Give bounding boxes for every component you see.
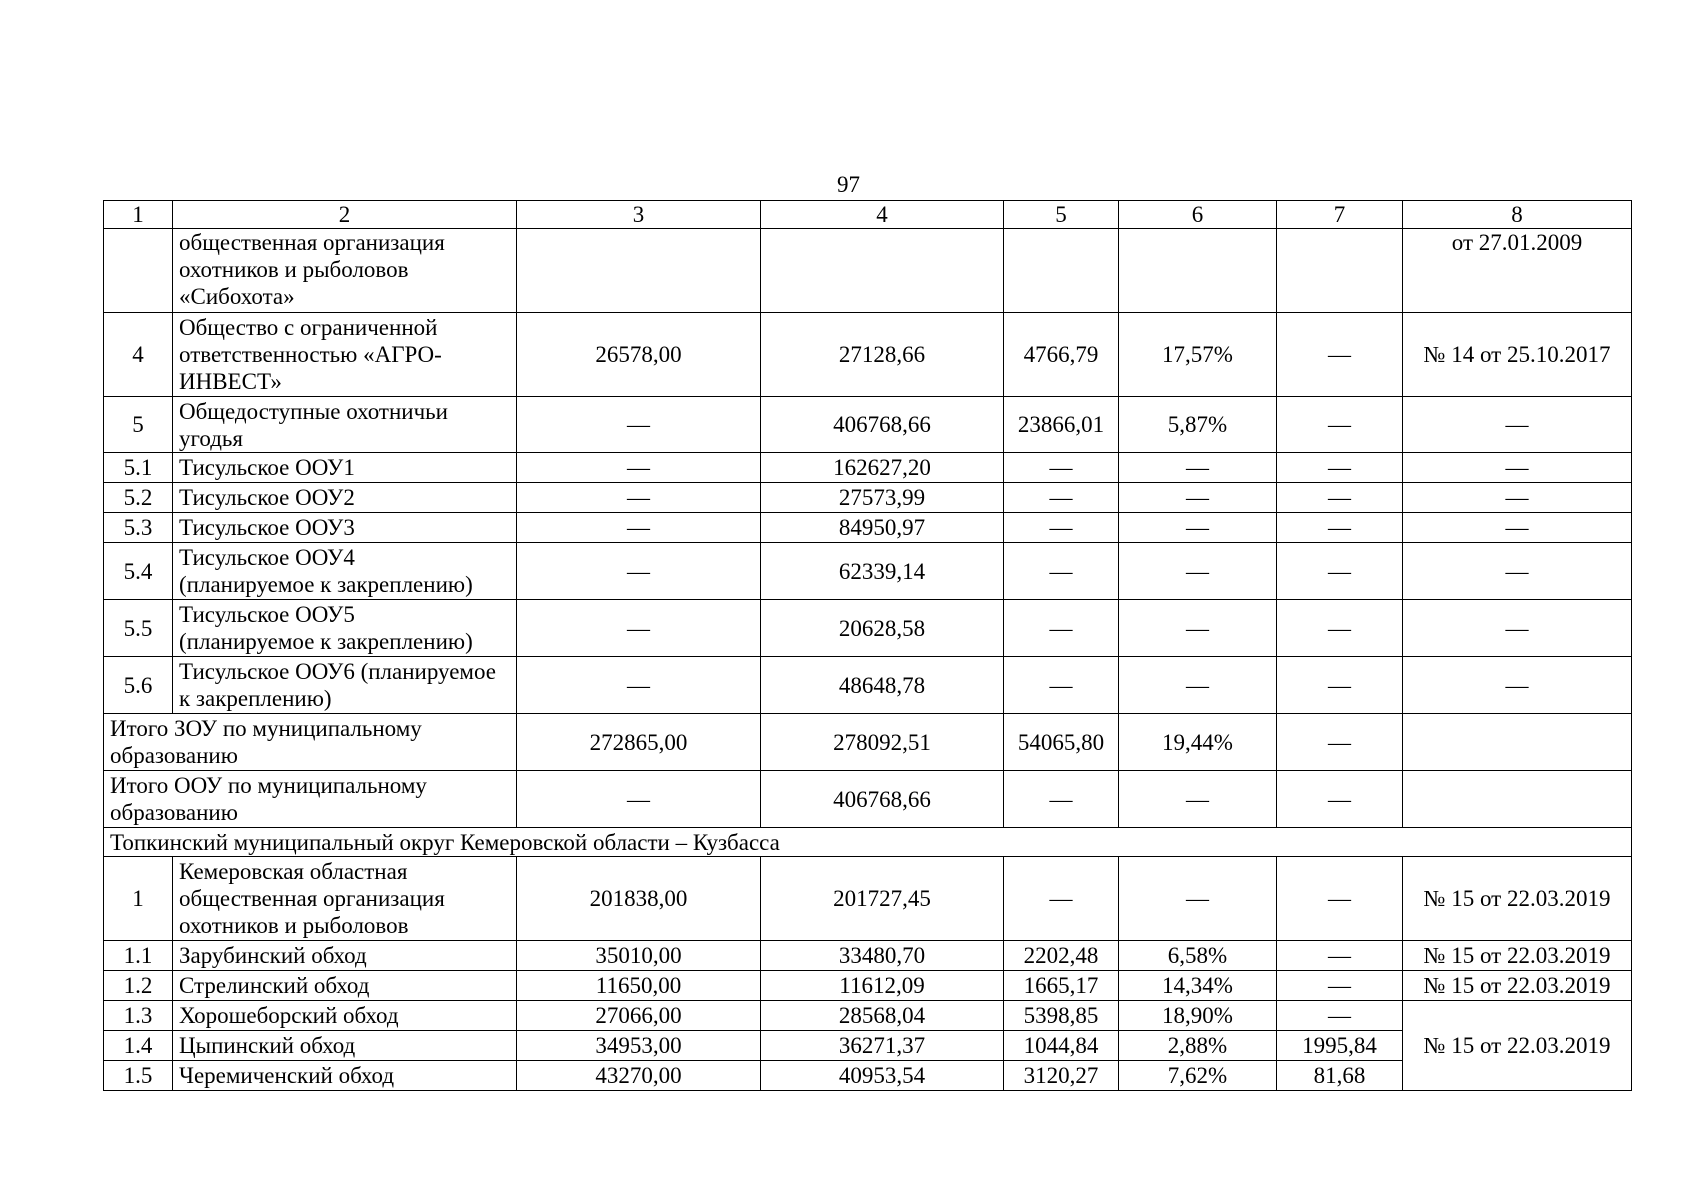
table-row bbox=[104, 513, 1632, 543]
cell-doc: № 15 от 22.03.2019 bbox=[1403, 941, 1632, 971]
cell: — bbox=[1277, 714, 1403, 771]
header-cell: 6 bbox=[1119, 201, 1277, 229]
cell: — bbox=[1119, 771, 1277, 828]
cell: — bbox=[1119, 543, 1277, 600]
cell: — bbox=[1277, 513, 1403, 543]
table-row bbox=[104, 483, 1632, 513]
cell: — bbox=[1277, 483, 1403, 513]
table-row bbox=[104, 229, 1632, 313]
cell bbox=[1004, 229, 1119, 313]
row-name: Черемиченский обход bbox=[173, 1061, 517, 1091]
cell-doc: № 15 от 22.03.2019 bbox=[1403, 971, 1632, 1001]
cell: — bbox=[1277, 657, 1403, 714]
row-number: 5.4 bbox=[104, 543, 173, 600]
table-row bbox=[104, 971, 1632, 1001]
cell: 2,88% bbox=[1119, 1031, 1277, 1061]
cell: — bbox=[1277, 971, 1403, 1001]
cell: 5,87% bbox=[1119, 397, 1277, 453]
cell-date: от 27.01.2009 bbox=[1403, 229, 1632, 313]
cell: 20628,58 bbox=[761, 600, 1004, 657]
cell: — bbox=[1403, 657, 1632, 714]
cell: 84950,97 bbox=[761, 513, 1004, 543]
cell: 201838,00 bbox=[517, 857, 761, 941]
table-row bbox=[104, 600, 1632, 657]
cell: 272865,00 bbox=[517, 714, 761, 771]
table-row bbox=[104, 1061, 1632, 1091]
cell: 201727,45 bbox=[761, 857, 1004, 941]
cell: — bbox=[1119, 657, 1277, 714]
cell: — bbox=[1004, 543, 1119, 600]
cell: 278092,51 bbox=[761, 714, 1004, 771]
cell: 14,34% bbox=[1119, 971, 1277, 1001]
cell: — bbox=[1004, 453, 1119, 483]
cell: 43270,00 bbox=[517, 1061, 761, 1091]
cell: 11650,00 bbox=[517, 971, 761, 1001]
cell: — bbox=[1403, 483, 1632, 513]
cell: 17,57% bbox=[1119, 313, 1277, 397]
cell: — bbox=[517, 453, 761, 483]
row-number: 1 bbox=[104, 857, 173, 941]
row-number: 1.1 bbox=[104, 941, 173, 971]
cell: — bbox=[1119, 453, 1277, 483]
cell: 40953,54 bbox=[761, 1061, 1004, 1091]
row-name: Тисульское ООУ2 bbox=[173, 483, 517, 513]
row-name: Стрелинский обход bbox=[173, 971, 517, 1001]
table-row bbox=[104, 657, 1632, 714]
row-number: 5.6 bbox=[104, 657, 173, 714]
cell: — bbox=[1119, 513, 1277, 543]
cell bbox=[1403, 771, 1632, 828]
row-number bbox=[104, 229, 173, 313]
cell: 3120,27 bbox=[1004, 1061, 1119, 1091]
cell: 27128,66 bbox=[761, 313, 1004, 397]
cell: 406768,66 bbox=[761, 771, 1004, 828]
cell: — bbox=[1277, 857, 1403, 941]
data-table bbox=[103, 200, 1632, 1091]
table-row bbox=[104, 313, 1632, 397]
cell: — bbox=[1277, 543, 1403, 600]
cell bbox=[1277, 229, 1403, 313]
cell: — bbox=[1277, 453, 1403, 483]
row-name: Кемеровская областная общественная организация охотников и рыболовов bbox=[173, 857, 517, 941]
cell: 27066,00 bbox=[517, 1001, 761, 1031]
cell: — bbox=[1004, 600, 1119, 657]
cell: 81,68 bbox=[1277, 1061, 1403, 1091]
cell: 1044,84 bbox=[1004, 1031, 1119, 1061]
row-name: Общедоступные охотничьи угодья bbox=[173, 397, 517, 453]
cell: — bbox=[517, 657, 761, 714]
cell: — bbox=[1004, 657, 1119, 714]
cell: — bbox=[1277, 600, 1403, 657]
row-name: Тисульское ООУ1 bbox=[173, 453, 517, 483]
table-row bbox=[104, 453, 1632, 483]
header-cell: 7 bbox=[1277, 201, 1403, 229]
cell: 11612,09 bbox=[761, 971, 1004, 1001]
header-cell: 8 bbox=[1403, 201, 1632, 229]
section-title: Топкинский муниципальный округ Кемеровской области – Кузбасса bbox=[104, 828, 1632, 857]
cell: — bbox=[1403, 513, 1632, 543]
cell: — bbox=[517, 397, 761, 453]
header-row bbox=[104, 201, 1632, 229]
total-row bbox=[104, 771, 1632, 828]
row-name: Тисульское ООУ5 (планируемое к закреплению) bbox=[173, 600, 517, 657]
cell: — bbox=[1403, 543, 1632, 600]
table-row bbox=[104, 543, 1632, 600]
cell: — bbox=[1004, 771, 1119, 828]
header-cell: 2 bbox=[173, 201, 517, 229]
total-label: Итого ООУ по муниципальному образованию bbox=[104, 771, 517, 828]
cell: — bbox=[1403, 453, 1632, 483]
section-row bbox=[104, 828, 1632, 857]
row-name: Общество с ограниченной ответственностью «АГРО- ИНВЕСТ» bbox=[173, 313, 517, 397]
cell: — bbox=[1004, 483, 1119, 513]
cell: 1665,17 bbox=[1004, 971, 1119, 1001]
cell: — bbox=[517, 600, 761, 657]
row-name: Хорошеборский обход bbox=[173, 1001, 517, 1031]
cell: 2202,48 bbox=[1004, 941, 1119, 971]
cell: 35010,00 bbox=[517, 941, 761, 971]
row-number: 5.3 bbox=[104, 513, 173, 543]
cell: 26578,00 bbox=[517, 313, 761, 397]
row-name: Тисульское ООУ4 (планируемое к закреплению) bbox=[173, 543, 517, 600]
row-number: 5 bbox=[104, 397, 173, 453]
cell: — bbox=[1403, 600, 1632, 657]
cell: — bbox=[1403, 397, 1632, 453]
table-row bbox=[104, 857, 1632, 941]
total-label: Итого ЗОУ по муниципальному образованию bbox=[104, 714, 517, 771]
cell: 406768,66 bbox=[761, 397, 1004, 453]
cell: 23866,01 bbox=[1004, 397, 1119, 453]
cell: — bbox=[517, 771, 761, 828]
cell: 19,44% bbox=[1119, 714, 1277, 771]
cell: — bbox=[1119, 600, 1277, 657]
row-number: 1.4 bbox=[104, 1031, 173, 1061]
cell: 27573,99 bbox=[761, 483, 1004, 513]
cell: 1995,84 bbox=[1277, 1031, 1403, 1061]
cell bbox=[1403, 714, 1632, 771]
cell: — bbox=[1277, 771, 1403, 828]
cell: — bbox=[517, 543, 761, 600]
header-cell: 3 bbox=[517, 201, 761, 229]
cell: — bbox=[1004, 857, 1119, 941]
row-number: 5.5 bbox=[104, 600, 173, 657]
cell: — bbox=[517, 513, 761, 543]
table-row bbox=[104, 1031, 1632, 1061]
header-cell: 4 bbox=[761, 201, 1004, 229]
page-number: 97 bbox=[837, 172, 860, 197]
cell-doc: № 14 от 25.10.2017 bbox=[1403, 313, 1632, 397]
row-name: Зарубинский обход bbox=[173, 941, 517, 971]
cell bbox=[761, 229, 1004, 313]
cell: 34953,00 bbox=[517, 1031, 761, 1061]
cell: — bbox=[517, 483, 761, 513]
cell: 33480,70 bbox=[761, 941, 1004, 971]
cell: — bbox=[1277, 397, 1403, 453]
cell: 162627,20 bbox=[761, 453, 1004, 483]
row-name: Цыпинский обход bbox=[173, 1031, 517, 1061]
cell: 5398,85 bbox=[1004, 1001, 1119, 1031]
cell: 28568,04 bbox=[761, 1001, 1004, 1031]
cell: 48648,78 bbox=[761, 657, 1004, 714]
header-cell: 5 bbox=[1004, 201, 1119, 229]
cell: 7,62% bbox=[1119, 1061, 1277, 1091]
cell: 54065,80 bbox=[1004, 714, 1119, 771]
cell: — bbox=[1277, 313, 1403, 397]
row-number: 1.3 bbox=[104, 1001, 173, 1031]
row-number: 4 bbox=[104, 313, 173, 397]
cell-doc: № 15 от 22.03.2019 bbox=[1403, 857, 1632, 941]
row-name: Тисульское ООУ3 bbox=[173, 513, 517, 543]
cell: — bbox=[1119, 483, 1277, 513]
cell: 18,90% bbox=[1119, 1001, 1277, 1031]
row-number: 1.2 bbox=[104, 971, 173, 1001]
cell: — bbox=[1277, 941, 1403, 971]
total-row bbox=[104, 714, 1632, 771]
table-row bbox=[104, 941, 1632, 971]
cell bbox=[517, 229, 761, 313]
row-name: общественная организация охотников и рыболовов «Сибохота» bbox=[173, 229, 517, 313]
row-number: 5.2 bbox=[104, 483, 173, 513]
cell: 4766,79 bbox=[1004, 313, 1119, 397]
header-cell: 1 bbox=[104, 201, 173, 229]
cell-doc-merged: № 15 от 22.03.2019 bbox=[1403, 1001, 1632, 1091]
row-number: 1.5 bbox=[104, 1061, 173, 1091]
cell: 62339,14 bbox=[761, 543, 1004, 600]
table-row bbox=[104, 397, 1632, 453]
table-row bbox=[104, 1001, 1632, 1031]
row-name: Тисульское ООУ6 (планируемое к закреплению) bbox=[173, 657, 517, 714]
cell: 36271,37 bbox=[761, 1031, 1004, 1061]
cell: 6,58% bbox=[1119, 941, 1277, 971]
row-number: 5.1 bbox=[104, 453, 173, 483]
cell: — bbox=[1004, 513, 1119, 543]
cell: — bbox=[1277, 1001, 1403, 1031]
cell bbox=[1119, 229, 1277, 313]
cell: — bbox=[1119, 857, 1277, 941]
